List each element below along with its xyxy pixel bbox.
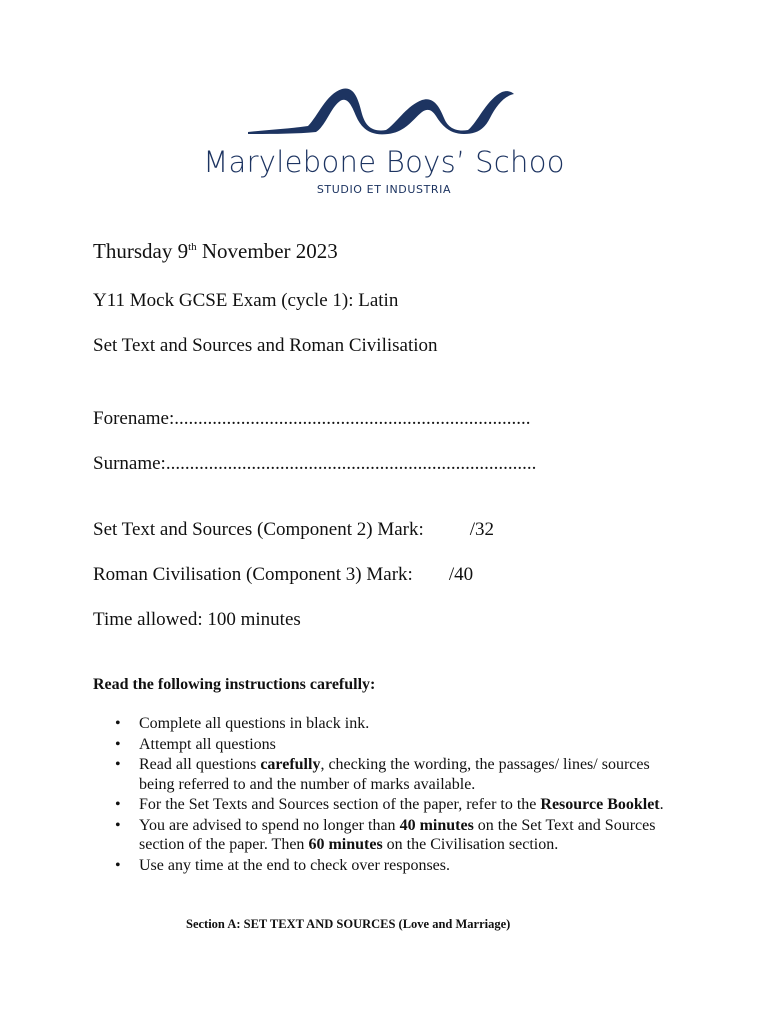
school-name: Marylebone Boys’ Schoo: [203, 145, 565, 179]
exam-date: Thursday 9th November 2023: [93, 239, 338, 263]
school-logo: [0, 80, 768, 200]
component2-mark: [93, 519, 494, 541]
list-item: • For the Set Texts and Sources section of the paper, refer to the Resource Booklet.: [115, 796, 664, 813]
component3-mark-label: Roman Civilisation (Component 3) Mark:: [93, 564, 413, 585]
component3-mark-value: /40: [448, 564, 474, 585]
bullet-icon: •: [115, 735, 121, 753]
bullet-icon: •: [115, 856, 121, 874]
list-item: • Use any time at the end to check over responses.: [115, 856, 451, 874]
bullet-icon: •: [115, 756, 121, 773]
component2-mark-value: /32: [469, 519, 495, 540]
list-item: • Complete all questions in black ink.: [115, 715, 370, 732]
exam-subtitle: Set Text and Sources and Roman Civilisation: [93, 335, 438, 356]
bullet-icon: •: [115, 796, 121, 813]
school-motto: STUDIO ET INDUSTRIA: [316, 183, 452, 196]
forename-field[interactable]: Forename:...........................................................................: [93, 408, 531, 429]
bullet-icon: •: [115, 715, 121, 732]
section-a-heading: Section A: SET TEXT AND SOURCES (Love and Marriage): [186, 917, 511, 931]
time-allowed: Time allowed: 100 minutes: [93, 609, 301, 630]
component2-mark-label: Set Text and Sources (Component 2) Mark:: [93, 519, 424, 540]
date-ordinal-suffix: th: [188, 241, 197, 253]
list-item: • Attempt all questions: [115, 735, 276, 753]
instructions-list: [93, 714, 683, 876]
bullet-icon: •: [115, 816, 121, 834]
wave-logo-icon: [246, 86, 516, 136]
exam-title: Y11 Mock GCSE Exam (cycle 1): Latin: [93, 290, 399, 311]
surname-field[interactable]: Surname:..............................................................................: [93, 453, 537, 474]
list-item: • You are advised to spend no longer than 40 minutes on the Set Text and Sources section of the paper. Then 60 minutes on the Civilisation section.: [115, 816, 656, 853]
component3-mark: [93, 564, 473, 586]
instructions-heading: Read the following instructions carefully:: [93, 676, 376, 693]
list-item: • Read all questions carefully, checking the wording, the passages/ lines/ sources being referred to and the number of marks available.: [115, 756, 650, 793]
